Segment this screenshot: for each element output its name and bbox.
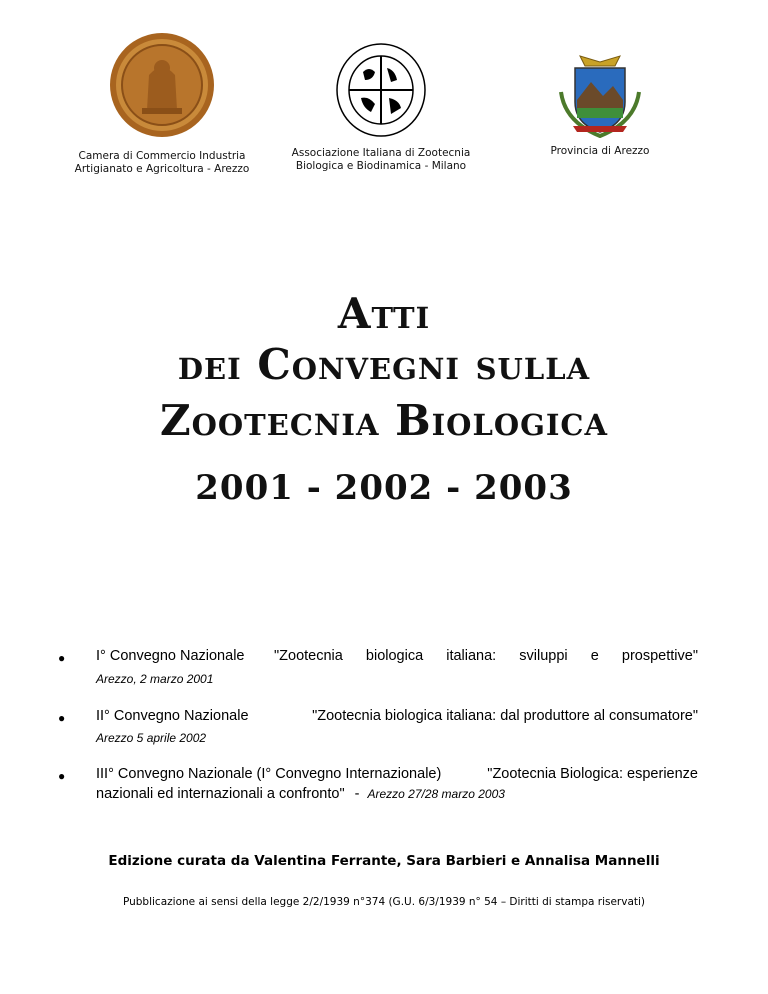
- logo-association: [281, 0, 481, 173]
- logo-caption-3: Provincia di Arezzo: [550, 145, 650, 157]
- logo-caption-1-line-2: Artigianato e Agricoltura - Arezzo: [74, 163, 250, 175]
- convention-3-title-line-2: nazionali ed internazionali a confronto": [96, 786, 345, 802]
- logo-chamber-of-commerce: [62, 0, 262, 176]
- bullet-icon: ●: [58, 651, 66, 665]
- seal-medallion-icon: [107, 30, 217, 140]
- convention-3-separator: -: [354, 786, 360, 802]
- convention-3-row-1: [96, 766, 698, 782]
- logo-caption-1-line-1: Camera di Commercio Industria: [78, 150, 246, 162]
- logo-caption-2-line-2: Biologica e Biodinamica - Milano: [295, 160, 467, 172]
- convention-2-label: II° Convegno Nazionale: [96, 708, 249, 724]
- title-line-2: dei Convegni sulla: [177, 340, 591, 389]
- convention-1-row: [96, 648, 698, 664]
- title-years: 2001 - 2002 - 2003: [195, 468, 573, 508]
- logo-province: [500, 0, 700, 158]
- convention-1-place-date: Arezzo, 2 marzo 2001: [96, 672, 214, 686]
- convention-2-row: [96, 708, 698, 724]
- convention-1-label: I° Convegno Nazionale: [96, 648, 245, 664]
- convention-2-place-date: Arezzo 5 aprile 2002: [96, 731, 207, 745]
- convention-1-title: "Zootecnia biologica italiana: sviluppi e prospettive": [274, 648, 698, 664]
- convention-3-title-line-1: "Zootecnia Biologica: esperienze: [487, 766, 698, 782]
- publication-note: Pubblicazione ai sensi della legge 2/2/1939 n°374 (G.U. 6/3/1939 n° 54 – Diritti di stampa riservati): [122, 896, 646, 908]
- convention-3-label: III° Convegno Nazionale (I° Convegno Internazionale): [96, 766, 442, 782]
- bullet-icon: ●: [58, 769, 66, 783]
- convention-2-title: "Zootecnia biologica italiana: dal produttore al consumatore": [312, 708, 698, 724]
- convention-3-row-2: [96, 786, 698, 802]
- title-line-1: Atti: [337, 289, 431, 338]
- title-line-3: Zootecnia Biologica: [159, 396, 609, 445]
- association-emblem-icon: [335, 42, 427, 138]
- logo-caption-2-line-1: Associazione Italiana di Zootecnia: [291, 147, 471, 159]
- coat-of-arms-icon: [555, 52, 645, 138]
- bullet-icon: ●: [58, 711, 66, 725]
- convention-3-place-date: Arezzo 27/28 marzo 2003: [367, 787, 505, 801]
- edition-credits: Edizione curata da Valentina Ferrante, Sara Barbieri e Annalisa Mannelli: [108, 853, 660, 869]
